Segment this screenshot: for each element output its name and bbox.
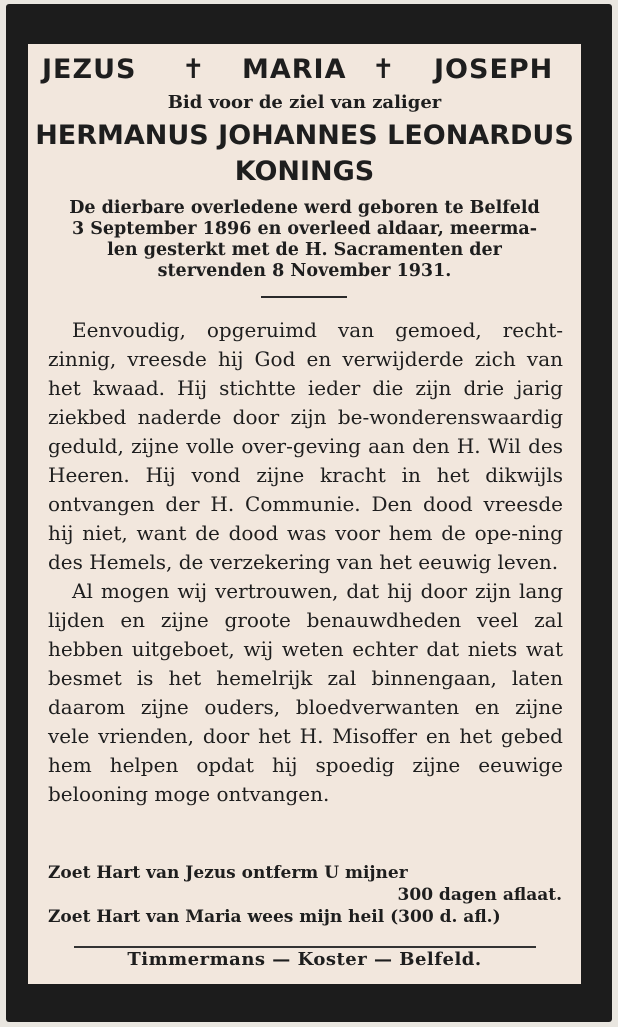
memorial-text: [48, 316, 563, 809]
header-jezus: JEZUS: [42, 54, 137, 85]
intro-line: 3 September 1896 en overleed aldaar, meerma-: [71, 219, 538, 239]
footer-rule: [74, 946, 536, 948]
cross-icon: ✝: [182, 54, 206, 85]
memorial-card: [6, 4, 612, 1022]
intro-line: stervenden 8 November 1931.: [157, 261, 452, 281]
deceased-name-line-2: KONINGS: [234, 156, 375, 187]
cross-icon: ✝: [372, 54, 396, 85]
header-joseph: JOSEPH: [434, 54, 554, 85]
header-maria: MARIA: [242, 54, 347, 85]
holy-family-header: [28, 52, 581, 92]
invocation-maria: Zoet Hart van Maria wees mijn heil (300 d. afl.): [48, 907, 501, 927]
divider-rule: [261, 296, 347, 298]
paragraph-1: Eenvoudig, opgeruimd van gemoed, recht-zinnig, vreesde hij God en verwijderde zich van het kwaad. Hij stichtte ieder die zijn drie jarig ziekbed naderde door zijn be-wonderenswaardig geduld, zijne volle over-geving aan den H. Wil des Heeren. Hij vond zijne kracht in het dikwijls ontvangen der H. Communie. Den dood vreesde hij niet, want de dood was voor hem de ope-ning des Hemels, de verzekering van het eeuwig leven.: [48, 318, 563, 574]
intro-line: len gesterkt met de H. Sacramenten der: [107, 240, 502, 260]
intro-line: De dierbare overledene werd geboren te Belfeld: [69, 198, 540, 218]
paragraph-2: Al mogen wij vertrouwen, dat hij door zijn lang lijden en zijne groote benauwdheden veel zal hebben uitgeboet, wij weten echter dat niets wat besmet is het hemelrijk zal binnengaan, laten daarom zijne ouders, bloedverwanten en zijne vele vrienden, door het H. Misoffer en het gebed hem helpen opdat hij spoedig zijne eeuwige belooning moge ontvangen.: [48, 579, 563, 806]
deceased-name-line-1: HERMANUS JOHANNES LEONARDUS: [35, 120, 574, 151]
biographical-intro: [34, 198, 575, 282]
printer-imprint: Timmermans — Koster — Belfeld.: [127, 949, 482, 970]
invocation-jezus: Zoet Hart van Jezus ontferm U mijner: [48, 863, 408, 883]
card-paper: [28, 44, 581, 984]
prayer-line: Bid voor de ziel van zaliger: [167, 92, 442, 113]
invocations: [48, 862, 568, 928]
indulgence-note: 300 dagen aflaat.: [397, 885, 562, 905]
